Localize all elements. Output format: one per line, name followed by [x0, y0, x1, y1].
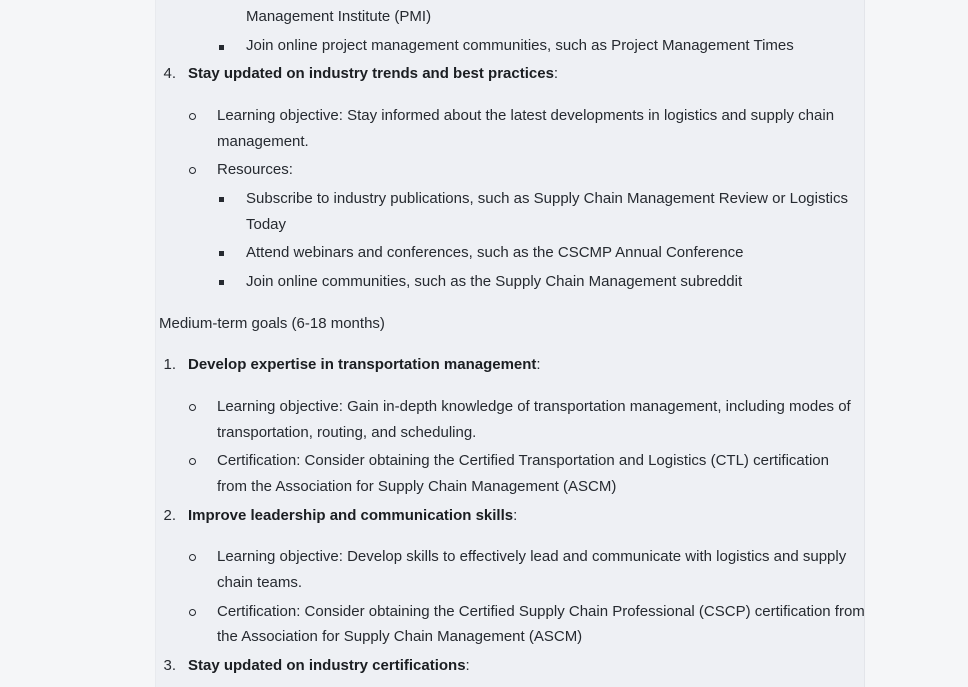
list-item-heading	[188, 61, 558, 87]
list-item: Resources:	[217, 161, 293, 178]
list-item: Join online project management communities, such as Project Management Times	[246, 37, 794, 54]
list-item: Certification: Consider obtaining the Certified Transportation and Logistics (CTL) certification	[217, 452, 829, 469]
text-line: Management Institute (PMI)	[246, 8, 432, 25]
list-item-heading	[188, 503, 517, 529]
list-number: 4.	[163, 65, 176, 82]
square-bullet-icon	[219, 197, 224, 202]
list-item: Learning objective: Develop skills to effectively lead and communicate with logistics and supply	[217, 548, 847, 565]
text-line: Today	[246, 216, 287, 233]
circle-bullet-icon	[189, 113, 196, 120]
list-item: Attend webinars and conferences, such as the CSCMP Annual Conference	[246, 244, 744, 261]
list-item-colon: :	[465, 657, 470, 674]
list-item-colon: :	[536, 356, 541, 373]
text-line: the Association for Supply Chain Management (ASCM)	[217, 628, 583, 645]
square-bullet-icon	[219, 45, 224, 50]
text-line: chain teams.	[217, 574, 303, 591]
text-line: management.	[217, 133, 309, 150]
circle-bullet-icon	[189, 458, 196, 465]
circle-bullet-icon	[189, 554, 196, 561]
list-number: 1.	[163, 356, 176, 373]
list-item: Certification: Consider obtaining the Certified Supply Chain Professional (CSCP) certification from	[217, 603, 865, 620]
circle-bullet-icon	[189, 609, 196, 616]
list-item: Subscribe to industry publications, such as Supply Chain Management Review or Logistics	[246, 190, 848, 207]
circle-bullet-icon	[189, 404, 196, 411]
list-item-colon: :	[553, 65, 559, 82]
list-number: 2.	[163, 507, 176, 524]
text-line: transportation, routing, and scheduling.	[217, 424, 477, 441]
list-item: Learning objective: Gain in-depth knowledge of transportation management, including modes of	[217, 398, 851, 415]
list-item: Learning objective: Stay informed about the latest developments in logistics and supply chain	[217, 107, 835, 124]
list-item-title: Improve leadership and communication skills	[188, 507, 514, 524]
square-bullet-icon	[219, 280, 224, 285]
circle-bullet-icon	[189, 167, 196, 174]
list-item-title: Stay updated on industry trends and best practices	[188, 65, 554, 82]
list-item: Join online communities, such as the Supply Chain Management subreddit	[246, 273, 743, 290]
square-bullet-icon	[219, 251, 224, 256]
list-item-heading	[188, 352, 541, 378]
list-number: 3.	[163, 657, 176, 674]
text-line: from the Association for Supply Chain Management (ASCM)	[217, 478, 617, 495]
list-item-colon: :	[513, 507, 518, 524]
list-item-title: Develop expertise in transportation management	[188, 356, 537, 373]
section-heading: Medium-term goals (6-18 months)	[159, 315, 385, 332]
list-item-title: Stay updated on industry certifications	[188, 657, 466, 674]
list-item-heading	[188, 653, 470, 679]
